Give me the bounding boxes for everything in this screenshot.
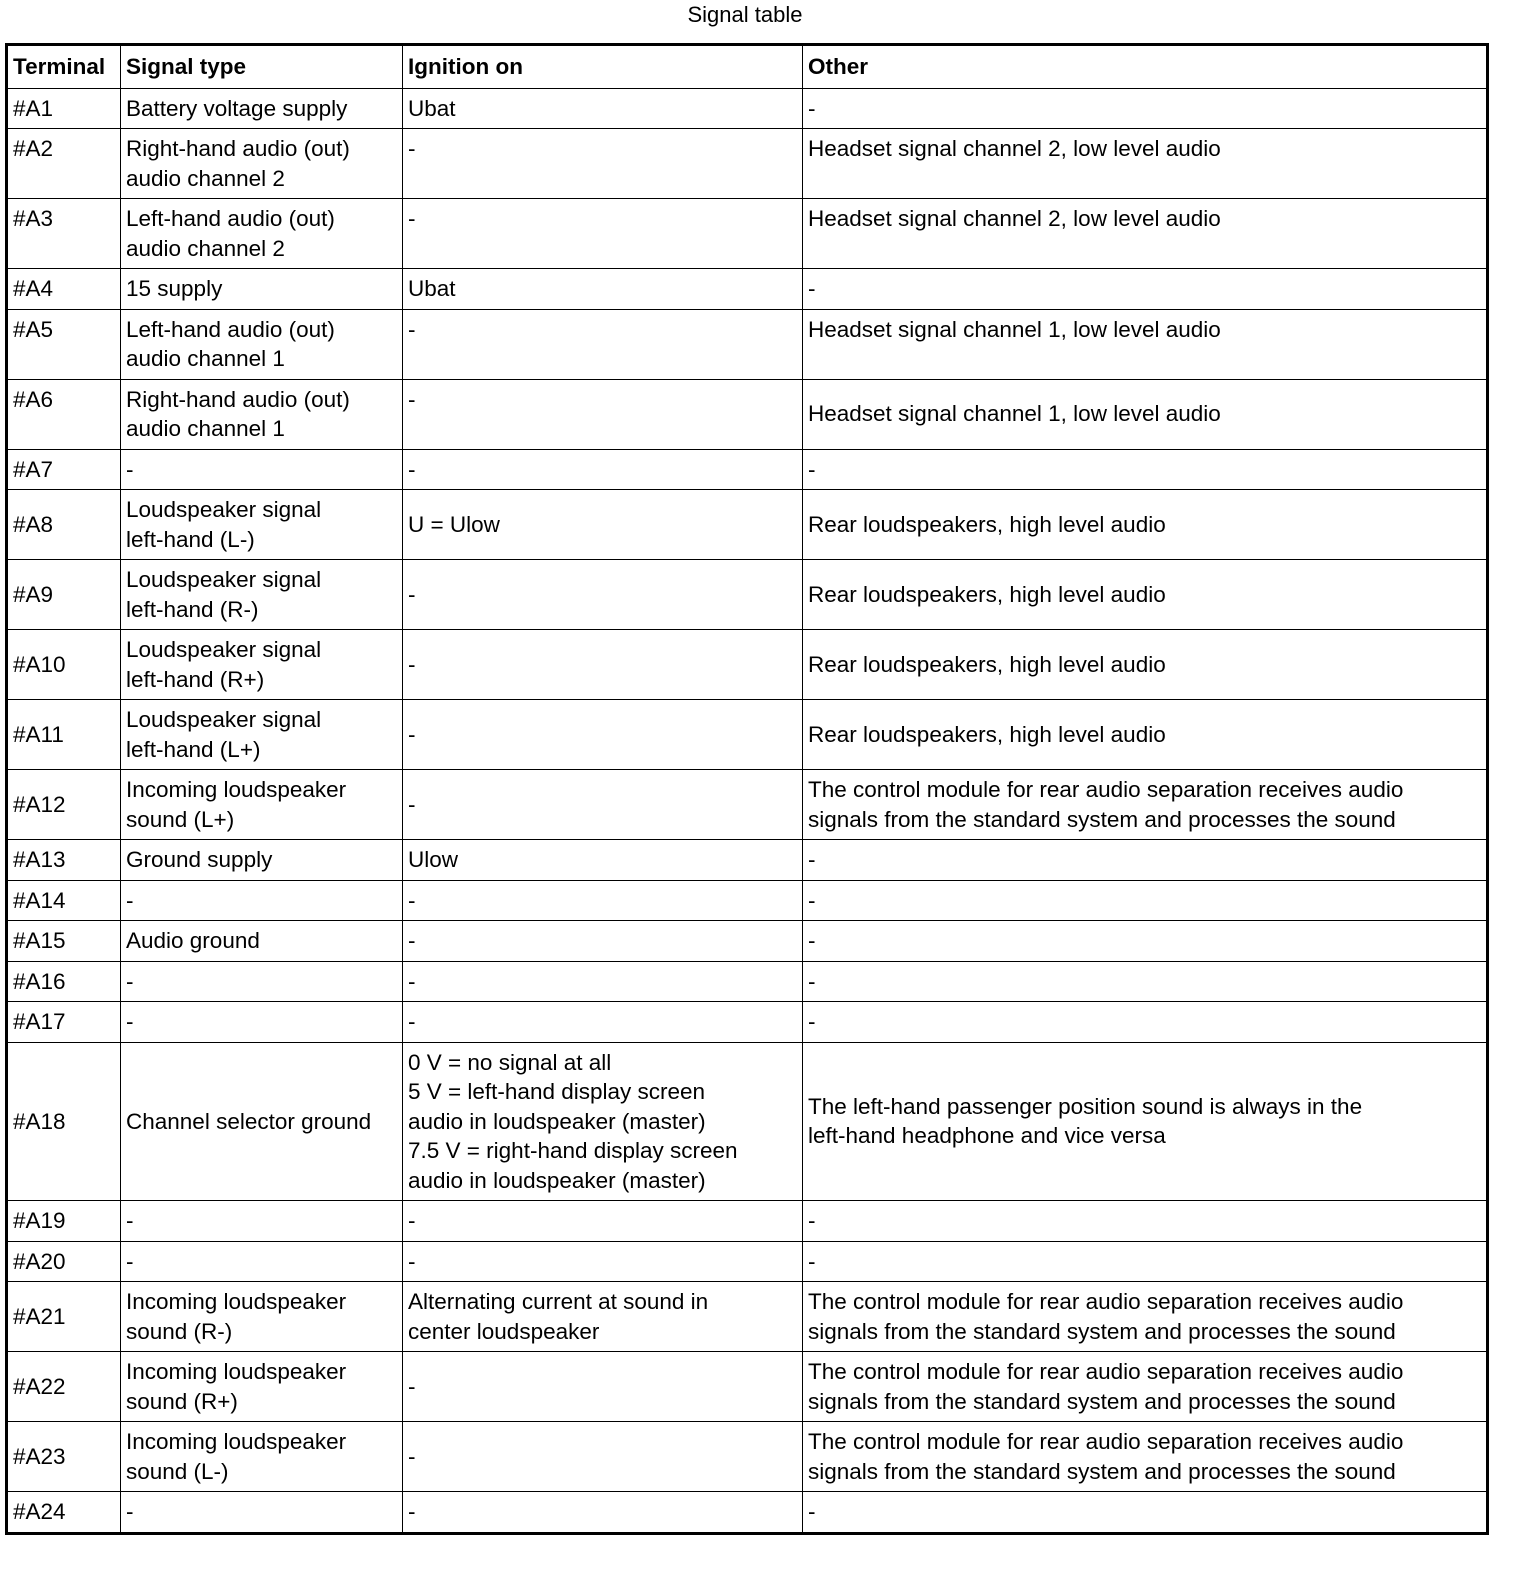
table-row [7,1042,1488,1201]
other-cell: - [803,1201,1488,1242]
other-cell: - [803,880,1488,921]
ignition-on-cell: - [403,1241,803,1282]
terminal-cell: #A10 [7,630,121,700]
other-cell: - [803,1002,1488,1043]
terminal-cell: #A13 [7,840,121,881]
table-row [7,88,1488,129]
header-ignition-on: Ignition on [403,45,803,89]
other-cell: - [803,88,1488,129]
table-row [7,560,1488,630]
ignition-on-cell: - [403,961,803,1002]
ignition-on-cell: - [403,1201,803,1242]
table-row [7,1282,1488,1352]
terminal-cell: #A19 [7,1201,121,1242]
table-row [7,309,1488,379]
terminal-cell: #A3 [7,199,121,269]
other-cell: - [803,840,1488,881]
table-row [7,1201,1488,1242]
other-cell: Rear loudspeakers, high level audio [803,700,1488,770]
signal-type-cell: Left-hand audio (out) audio channel 2 [121,199,403,269]
table-row [7,961,1488,1002]
ignition-on-cell: - [403,379,803,449]
terminal-cell: #A22 [7,1352,121,1422]
terminal-cell: #A16 [7,961,121,1002]
other-cell: Rear loudspeakers, high level audio [803,490,1488,560]
table-row [7,1002,1488,1043]
table-row [7,449,1488,490]
other-cell: Rear loudspeakers, high level audio [803,560,1488,630]
other-cell: Rear loudspeakers, high level audio [803,630,1488,700]
signal-type-cell: Right-hand audio (out) audio channel 2 [121,129,403,199]
ignition-on-cell: - [403,449,803,490]
table-row [7,921,1488,962]
signal-type-cell: - [121,1201,403,1242]
table-title: Signal table [687,2,803,27]
table-body [7,88,1488,1533]
table-row [7,1352,1488,1422]
table-row [7,840,1488,881]
header-signal-type: Signal type [121,45,403,89]
table-row [7,490,1488,560]
table-row [7,770,1488,840]
terminal-cell: #A6 [7,379,121,449]
ignition-on-cell: - [403,770,803,840]
other-cell: Headset signal channel 2, low level audio [803,199,1488,269]
terminal-cell: #A9 [7,560,121,630]
table-row [7,1241,1488,1282]
terminal-cell: #A20 [7,1241,121,1282]
terminal-cell: #A8 [7,490,121,560]
other-cell: The control module for rear audio separation receives audio signals from the standard system and processes the sound [803,1352,1488,1422]
ignition-on-cell: - [403,129,803,199]
ignition-on-cell: - [403,630,803,700]
terminal-cell: #A2 [7,129,121,199]
table-row [7,630,1488,700]
table-row [7,379,1488,449]
terminal-cell: #A24 [7,1492,121,1534]
ignition-on-cell: Ubat [403,269,803,310]
terminal-cell: #A1 [7,88,121,129]
signal-type-cell: 15 supply [121,269,403,310]
other-cell: Headset signal channel 2, low level audio [803,129,1488,199]
ignition-on-cell: - [403,1422,803,1492]
other-cell: The left-hand passenger position sound is always in the left-hand headphone and vice versa [803,1042,1488,1201]
signal-type-cell: Audio ground [121,921,403,962]
other-cell: Headset signal channel 1, low level audio [803,309,1488,379]
signal-type-cell: - [121,961,403,1002]
terminal-cell: #A15 [7,921,121,962]
signal-type-cell: Channel selector ground [121,1042,403,1201]
signal-type-cell: - [121,1002,403,1043]
signal-type-cell: Incoming loudspeaker sound (R+) [121,1352,403,1422]
other-cell: - [803,961,1488,1002]
terminal-cell: #A23 [7,1422,121,1492]
ignition-on-cell: - [403,560,803,630]
terminal-cell: #A5 [7,309,121,379]
table-row [7,700,1488,770]
signal-type-cell: Loudspeaker signal left-hand (L-) [121,490,403,560]
signal-type-cell: Incoming loudspeaker sound (L-) [121,1422,403,1492]
terminal-cell: #A18 [7,1042,121,1201]
terminal-cell: #A11 [7,700,121,770]
signal-type-cell: Right-hand audio (out) audio channel 1 [121,379,403,449]
signal-type-cell: Loudspeaker signal left-hand (L+) [121,700,403,770]
signal-type-cell: Loudspeaker signal left-hand (R+) [121,630,403,700]
header-terminal: Terminal [7,45,121,89]
signal-type-cell: Ground supply [121,840,403,881]
ignition-on-cell: - [403,199,803,269]
ignition-on-cell: - [403,880,803,921]
other-cell: - [803,1492,1488,1534]
other-cell: - [803,1241,1488,1282]
signal-type-cell: Left-hand audio (out) audio channel 1 [121,309,403,379]
ignition-on-cell: Ulow [403,840,803,881]
signal-type-cell: Loudspeaker signal left-hand (R-) [121,560,403,630]
ignition-on-cell: 0 V = no signal at all 5 V = left-hand display screen audio in loudspeaker (master) 7.5 V = right-hand display screen audio in loudspeaker (master) [403,1042,803,1201]
header-other: Other [803,45,1488,89]
ignition-on-cell: - [403,921,803,962]
table-row [7,129,1488,199]
ignition-on-cell: - [403,700,803,770]
other-cell: The control module for rear audio separation receives audio signals from the standard system and processes the sound [803,770,1488,840]
table-row [7,1492,1488,1534]
ignition-on-cell: U = Ulow [403,490,803,560]
ignition-on-cell: Alternating current at sound in center loudspeaker [403,1282,803,1352]
other-cell: - [803,269,1488,310]
signal-type-cell: Incoming loudspeaker sound (L+) [121,770,403,840]
terminal-cell: #A17 [7,1002,121,1043]
signal-type-cell: - [121,880,403,921]
signal-type-cell: - [121,1241,403,1282]
ignition-on-cell: - [403,1492,803,1534]
other-cell: - [803,449,1488,490]
ignition-on-cell: - [403,309,803,379]
ignition-on-cell: - [403,1352,803,1422]
terminal-cell: #A12 [7,770,121,840]
other-cell: - [803,921,1488,962]
table-row [7,199,1488,269]
signal-type-cell: - [121,449,403,490]
other-cell: The control module for rear audio separation receives audio signals from the standard system and processes the sound [803,1422,1488,1492]
signal-table [5,43,1489,1535]
table-header-row [7,45,1488,89]
ignition-on-cell: - [403,1002,803,1043]
table-row [7,269,1488,310]
terminal-cell: #A4 [7,269,121,310]
signal-type-cell: Incoming loudspeaker sound (R-) [121,1282,403,1352]
signal-type-cell: Battery voltage supply [121,88,403,129]
ignition-on-cell: Ubat [403,88,803,129]
terminal-cell: #A14 [7,880,121,921]
table-row [7,1422,1488,1492]
terminal-cell: #A21 [7,1282,121,1352]
other-cell: The control module for rear audio separation receives audio signals from the standard system and processes the sound [803,1282,1488,1352]
table-row [7,880,1488,921]
other-cell: Headset signal channel 1, low level audio [803,379,1488,449]
signal-type-cell: - [121,1492,403,1534]
terminal-cell: #A7 [7,449,121,490]
